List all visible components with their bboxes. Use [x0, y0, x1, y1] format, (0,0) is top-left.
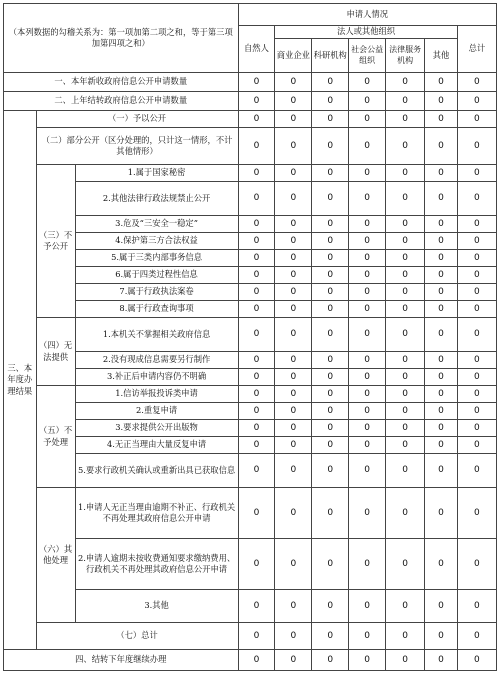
item-value: 0	[312, 301, 349, 318]
item-value: 0	[238, 352, 275, 369]
item-value: 0	[386, 369, 425, 386]
item-value: 0	[386, 301, 425, 318]
item-value: 0	[425, 182, 458, 216]
item-value: 0	[238, 182, 275, 216]
item-value: 0	[238, 488, 275, 539]
item-value: 0	[386, 250, 425, 267]
item-value: 0	[312, 454, 349, 488]
item-value: 0	[457, 301, 496, 318]
table-row	[4, 267, 497, 284]
item-value: 0	[349, 590, 386, 623]
item-value: 0	[425, 369, 458, 386]
carry-next-value: 0	[386, 650, 425, 671]
item-value: 0	[312, 318, 349, 352]
item-value: 0	[275, 182, 312, 216]
item-value: 0	[312, 216, 349, 233]
item-value: 0	[238, 267, 275, 284]
item-value: 0	[312, 352, 349, 369]
row-label-partial: （二）部分公开（区分处理的，只计这一情形，不计其他情形）	[36, 128, 238, 165]
header-total: 总计	[457, 26, 496, 73]
item-value: 0	[275, 437, 312, 454]
item-value: 0	[457, 318, 496, 352]
partial-value: 0	[238, 128, 275, 165]
item-value: 0	[386, 216, 425, 233]
item-value: 0	[238, 284, 275, 301]
item-value: 0	[425, 454, 458, 488]
item-value: 0	[238, 301, 275, 318]
item-value: 0	[275, 539, 312, 590]
granted-value: 0	[425, 111, 458, 128]
item-value: 0	[386, 284, 425, 301]
item-value: 0	[312, 403, 349, 420]
item-label: 2.重复申请	[75, 403, 238, 420]
table-row	[4, 284, 497, 301]
item-value: 0	[425, 352, 458, 369]
item-value: 0	[386, 437, 425, 454]
carryover-value: 0	[425, 92, 458, 111]
table-row	[4, 590, 497, 623]
item-label: 8.属于行政查询事项	[75, 301, 238, 318]
item-label: 6.属于四类过程性信息	[75, 267, 238, 284]
carry-next-value: 0	[275, 650, 312, 671]
table-row	[4, 233, 497, 250]
item-label: 1.属于国家秘密	[75, 165, 238, 182]
item-value: 0	[349, 318, 386, 352]
item-value: 0	[457, 233, 496, 250]
item-value: 0	[425, 233, 458, 250]
item-value: 0	[425, 437, 458, 454]
subtotal-value: 0	[425, 623, 458, 650]
item-value: 0	[457, 590, 496, 623]
table-row	[4, 216, 497, 233]
item-value: 0	[275, 488, 312, 539]
item-value: 0	[425, 386, 458, 403]
item-value: 0	[238, 165, 275, 182]
partial-value: 0	[275, 128, 312, 165]
item-label: 3.危及“三安全一稳定”	[75, 216, 238, 233]
item-label: 1.本机关不掌握相关政府信息	[75, 318, 238, 352]
item-value: 0	[238, 369, 275, 386]
item-value: 0	[386, 182, 425, 216]
item-value: 0	[457, 539, 496, 590]
new-requests-value: 0	[457, 73, 496, 92]
subtotal-value: 0	[312, 623, 349, 650]
item-label: 3.要求提供公开出版物	[75, 420, 238, 437]
item-value: 0	[312, 165, 349, 182]
header-commercial: 商业企业	[275, 39, 312, 73]
table-row	[4, 92, 497, 111]
row-label-carryover: 二、上年结转政府信息公开申请数量	[4, 92, 239, 111]
item-value: 0	[275, 216, 312, 233]
item-label: 4.无正当理由大量反复申请	[75, 437, 238, 454]
group-label-unable: （四）无法提供	[36, 318, 75, 386]
table-row	[4, 369, 497, 386]
carry-next-value: 0	[457, 650, 496, 671]
item-value: 0	[349, 420, 386, 437]
subtotal-value: 0	[349, 623, 386, 650]
item-value: 0	[457, 488, 496, 539]
item-label: 2.其他法律行政法规禁止公开	[75, 182, 238, 216]
item-value: 0	[275, 318, 312, 352]
table-row	[4, 318, 497, 352]
item-value: 0	[386, 488, 425, 539]
group-label-other-handling: （六）其他处理	[36, 488, 75, 623]
item-value: 0	[457, 454, 496, 488]
item-value: 0	[312, 284, 349, 301]
item-label: 1.信访举报投诉类申请	[75, 386, 238, 403]
item-value: 0	[275, 454, 312, 488]
partial-value: 0	[425, 128, 458, 165]
item-value: 0	[386, 454, 425, 488]
table-row	[4, 488, 497, 539]
item-value: 0	[238, 420, 275, 437]
item-value: 0	[386, 386, 425, 403]
partial-value: 0	[386, 128, 425, 165]
item-label: 3.其他	[75, 590, 238, 623]
item-value: 0	[457, 403, 496, 420]
item-value: 0	[238, 250, 275, 267]
item-value: 0	[275, 250, 312, 267]
table-row	[4, 420, 497, 437]
item-value: 0	[349, 369, 386, 386]
item-value: 0	[457, 182, 496, 216]
item-value: 0	[349, 284, 386, 301]
table-row	[4, 650, 497, 671]
item-value: 0	[386, 267, 425, 284]
item-value: 0	[238, 437, 275, 454]
partial-value: 0	[312, 128, 349, 165]
table-row	[4, 182, 497, 216]
carry-next-value: 0	[349, 650, 386, 671]
item-value: 0	[457, 216, 496, 233]
gov-info-disclosure-table	[3, 3, 497, 671]
item-value: 0	[238, 386, 275, 403]
item-value: 0	[238, 233, 275, 250]
header-other: 其他	[425, 39, 458, 73]
table-row	[4, 111, 497, 128]
section-3-label: 三、本年度办理结果	[4, 111, 37, 650]
item-value: 0	[312, 233, 349, 250]
granted-value: 0	[275, 111, 312, 128]
subtotal-value: 0	[238, 623, 275, 650]
carry-next-value: 0	[312, 650, 349, 671]
row-label-carry-next: 四、结转下年度继续办理	[4, 650, 239, 671]
item-value: 0	[312, 182, 349, 216]
item-value: 0	[457, 386, 496, 403]
item-value: 0	[386, 590, 425, 623]
carry-next-value: 0	[425, 650, 458, 671]
item-value: 0	[349, 267, 386, 284]
header-applicant-situation: 申请人情况	[238, 4, 497, 26]
item-value: 0	[425, 216, 458, 233]
item-value: 0	[349, 233, 386, 250]
row-label-granted: （一）予以公开	[36, 111, 238, 128]
table-row	[4, 73, 497, 92]
item-value: 0	[349, 182, 386, 216]
row-label-subtotal: （七）总计	[36, 623, 238, 650]
item-value: 0	[312, 369, 349, 386]
table-row	[4, 386, 497, 403]
item-value: 0	[275, 284, 312, 301]
item-value: 0	[312, 539, 349, 590]
carry-next-value: 0	[238, 650, 275, 671]
table-row	[4, 301, 497, 318]
item-value: 0	[425, 267, 458, 284]
item-value: 0	[275, 369, 312, 386]
carryover-value: 0	[238, 92, 275, 111]
item-label: 5.要求行政机关确认或重新出具已获取信息	[75, 454, 238, 488]
new-requests-value: 0	[386, 73, 425, 92]
item-label: 3.补正后申请内容仍不明确	[75, 369, 238, 386]
granted-value: 0	[349, 111, 386, 128]
item-value: 0	[275, 590, 312, 623]
granted-value: 0	[312, 111, 349, 128]
item-value: 0	[349, 386, 386, 403]
table-row	[4, 539, 497, 590]
carryover-value: 0	[312, 92, 349, 111]
item-value: 0	[312, 386, 349, 403]
item-value: 0	[312, 420, 349, 437]
table-row	[4, 128, 497, 165]
item-value: 0	[386, 403, 425, 420]
carryover-value: 0	[349, 92, 386, 111]
header-research: 科研机构	[312, 39, 349, 73]
item-label: 1.申请人无正当理由逾期不补正、行政机关不再处理其政府信息公开申请	[75, 488, 238, 539]
item-label: 2.申请人逾期未按收费通知要求缴纳费用、行政机关不再处理其政府信息公开申请	[75, 539, 238, 590]
new-requests-value: 0	[312, 73, 349, 92]
item-value: 0	[425, 250, 458, 267]
table-row	[4, 437, 497, 454]
item-label: 2.没有现成信息需要另行制作	[75, 352, 238, 369]
item-value: 0	[425, 301, 458, 318]
carryover-value: 0	[386, 92, 425, 111]
item-value: 0	[386, 352, 425, 369]
item-value: 0	[238, 454, 275, 488]
carryover-value: 0	[275, 92, 312, 111]
item-value: 0	[275, 233, 312, 250]
item-value: 0	[349, 301, 386, 318]
item-value: 0	[457, 369, 496, 386]
item-value: 0	[457, 165, 496, 182]
item-value: 0	[312, 250, 349, 267]
subtotal-value: 0	[275, 623, 312, 650]
item-value: 0	[312, 590, 349, 623]
item-value: 0	[275, 403, 312, 420]
item-value: 0	[349, 454, 386, 488]
item-value: 0	[425, 318, 458, 352]
table-row	[4, 403, 497, 420]
new-requests-value: 0	[275, 73, 312, 92]
item-value: 0	[457, 284, 496, 301]
carryover-value: 0	[457, 92, 496, 111]
table-row	[4, 250, 497, 267]
item-value: 0	[275, 301, 312, 318]
table-row	[4, 623, 497, 650]
table-row	[4, 165, 497, 182]
granted-value: 0	[457, 111, 496, 128]
item-value: 0	[349, 165, 386, 182]
item-value: 0	[386, 318, 425, 352]
item-value: 0	[312, 437, 349, 454]
item-value: 0	[349, 403, 386, 420]
item-value: 0	[457, 267, 496, 284]
item-value: 0	[349, 250, 386, 267]
item-value: 0	[238, 216, 275, 233]
item-label: 4.保护第三方合法权益	[75, 233, 238, 250]
item-value: 0	[275, 420, 312, 437]
item-value: 0	[312, 267, 349, 284]
group-label-refused: （三）不予公开	[36, 165, 75, 318]
item-value: 0	[349, 216, 386, 233]
new-requests-value: 0	[238, 73, 275, 92]
item-value: 0	[349, 437, 386, 454]
header-social-welfare: 社会公益组织	[349, 39, 386, 73]
table-note: （本列数据的勾稽关系为：第一项加第二项之和，等于第三项加第四项之和）	[4, 4, 239, 73]
item-value: 0	[238, 590, 275, 623]
item-value: 0	[425, 590, 458, 623]
item-value: 0	[457, 420, 496, 437]
item-value: 0	[386, 165, 425, 182]
item-value: 0	[425, 420, 458, 437]
item-value: 0	[349, 539, 386, 590]
item-label: 7.属于行政执法案卷	[75, 284, 238, 301]
item-value: 0	[425, 165, 458, 182]
item-value: 0	[425, 488, 458, 539]
partial-value: 0	[457, 128, 496, 165]
item-value: 0	[386, 420, 425, 437]
item-value: 0	[349, 488, 386, 539]
item-value: 0	[457, 250, 496, 267]
item-label: 5.属于三类内部事务信息	[75, 250, 238, 267]
new-requests-value: 0	[349, 73, 386, 92]
item-value: 0	[275, 352, 312, 369]
table-row	[4, 352, 497, 369]
row-label-new-requests: 一、本年新收政府信息公开申请数量	[4, 73, 239, 92]
subtotal-value: 0	[386, 623, 425, 650]
header-natural-person: 自然人	[238, 26, 275, 73]
table-row	[4, 454, 497, 488]
item-value: 0	[238, 539, 275, 590]
item-value: 0	[425, 403, 458, 420]
granted-value: 0	[386, 111, 425, 128]
item-value: 0	[275, 386, 312, 403]
item-value: 0	[349, 352, 386, 369]
item-value: 0	[275, 267, 312, 284]
header-legal-group: 法人或其他组织	[275, 26, 457, 39]
partial-value: 0	[349, 128, 386, 165]
header-legal-service: 法律服务机构	[386, 39, 425, 73]
item-value: 0	[425, 539, 458, 590]
item-value: 0	[457, 352, 496, 369]
item-value: 0	[386, 539, 425, 590]
item-value: 0	[238, 318, 275, 352]
item-value: 0	[457, 437, 496, 454]
granted-value: 0	[238, 111, 275, 128]
item-value: 0	[425, 284, 458, 301]
new-requests-value: 0	[425, 73, 458, 92]
item-value: 0	[238, 403, 275, 420]
item-value: 0	[386, 233, 425, 250]
group-label-not-processed: （五）不予处理	[36, 386, 75, 488]
item-value: 0	[275, 165, 312, 182]
subtotal-value: 0	[457, 623, 496, 650]
item-value: 0	[312, 488, 349, 539]
